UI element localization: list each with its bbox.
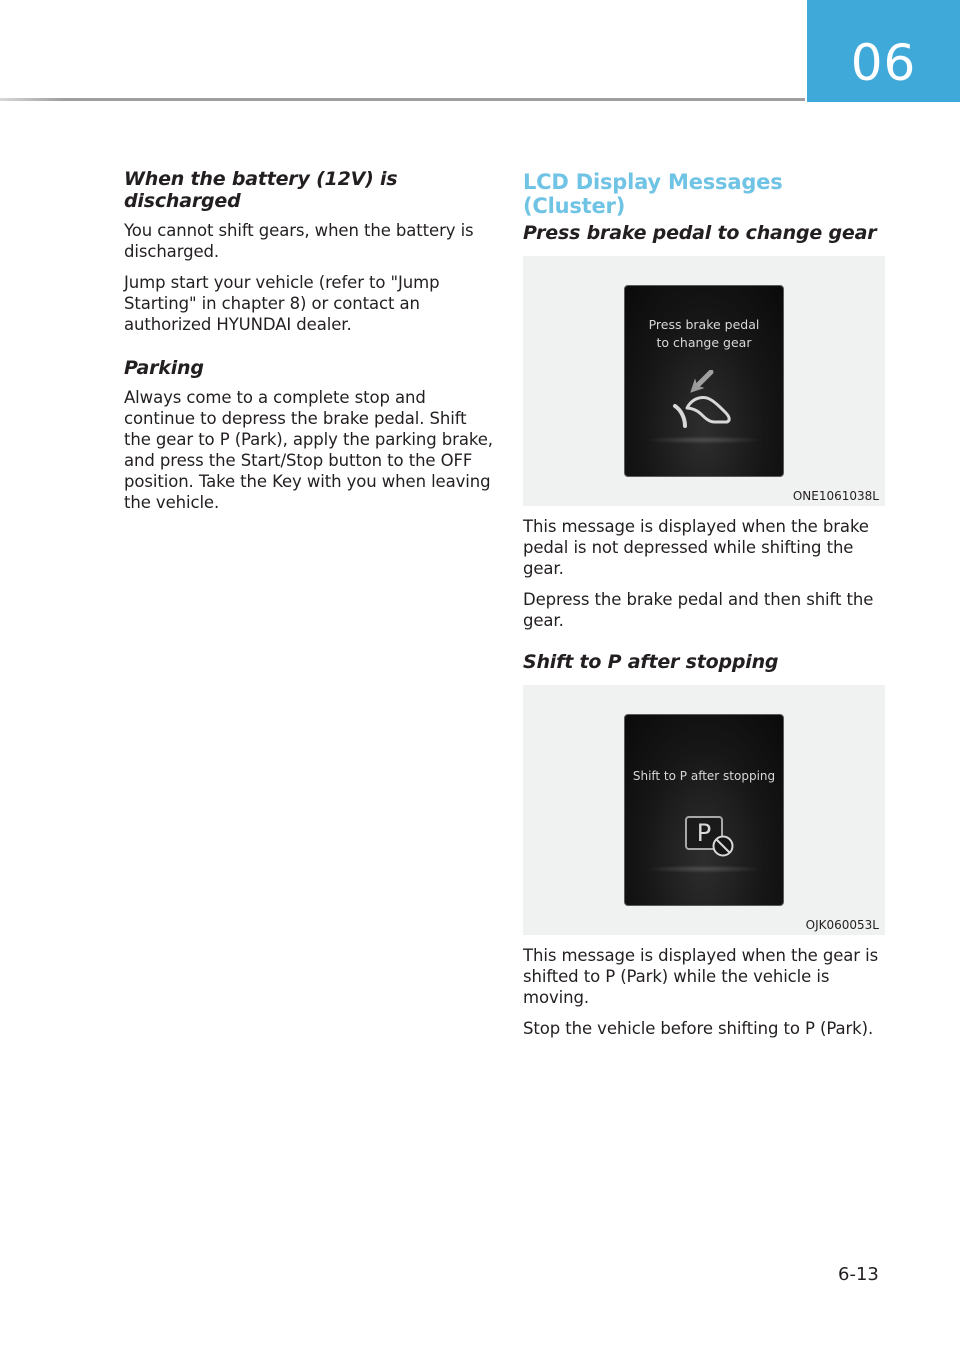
brake-figure-code: ONE1061038L xyxy=(792,489,879,503)
shift-p-heading: Shift to P after stopping xyxy=(523,651,779,673)
page-number: 6-13 xyxy=(838,1264,879,1285)
brake-paragraph-2: Depress the brake pedal and then shift the gear. xyxy=(523,590,874,630)
header-rule xyxy=(0,98,805,101)
shift-p-figure-code: OJK060053L xyxy=(805,918,879,932)
chapter-tab: 06 xyxy=(807,0,960,102)
parking-paragraph: Always come to a complete stop and continue to depress the brake pedal. Shift the gear to P (Park), apply the parking brake, and press the Start/Stop button to the OFF position. Take the Key with you when leaving the vehicle. xyxy=(124,388,493,512)
section-title: LCD Display Messages (Cluster) xyxy=(523,170,783,218)
screen-floor-glow xyxy=(645,436,763,444)
cluster-screen-brake xyxy=(624,285,784,477)
brake-paragraph-1: This message is displayed when the brake pedal is not depressed while shifting the gear. xyxy=(523,517,869,578)
screen-floor-glow-2 xyxy=(645,865,763,873)
battery-paragraph-1: You cannot shift gears, when the battery is discharged. xyxy=(124,221,474,261)
battery-paragraph-2: Jump start your vehicle (refer to "Jump Starting" in chapter 8) or contact an authorized HYUNDAI dealer. xyxy=(124,273,440,334)
brake-screen-line-2: to change gear xyxy=(656,335,752,350)
parking-heading: Parking xyxy=(124,357,204,379)
cluster-screen-shift-p xyxy=(624,714,784,906)
prohibited-icon xyxy=(711,834,735,858)
brake-figure xyxy=(523,256,885,506)
shift-p-paragraph-1: This message is displayed when the gear is shifted to P (Park) while the vehicle is moving. xyxy=(523,946,879,1007)
park-gear-letter: P xyxy=(696,819,712,847)
brake-heading: Press brake pedal to change gear xyxy=(523,222,877,244)
shift-p-paragraph-2: Stop the vehicle before shifting to P (Park). xyxy=(523,1019,874,1038)
right-column xyxy=(523,170,885,1049)
shift-p-figure xyxy=(523,685,885,935)
shift-p-screen-text: Shift to P after stopping xyxy=(632,769,776,783)
brake-pedal-icon xyxy=(665,370,745,440)
battery-heading: When the battery (12V) is discharged xyxy=(124,168,398,212)
brake-screen-line-1: Press brake pedal xyxy=(648,317,760,332)
left-column xyxy=(124,168,494,523)
